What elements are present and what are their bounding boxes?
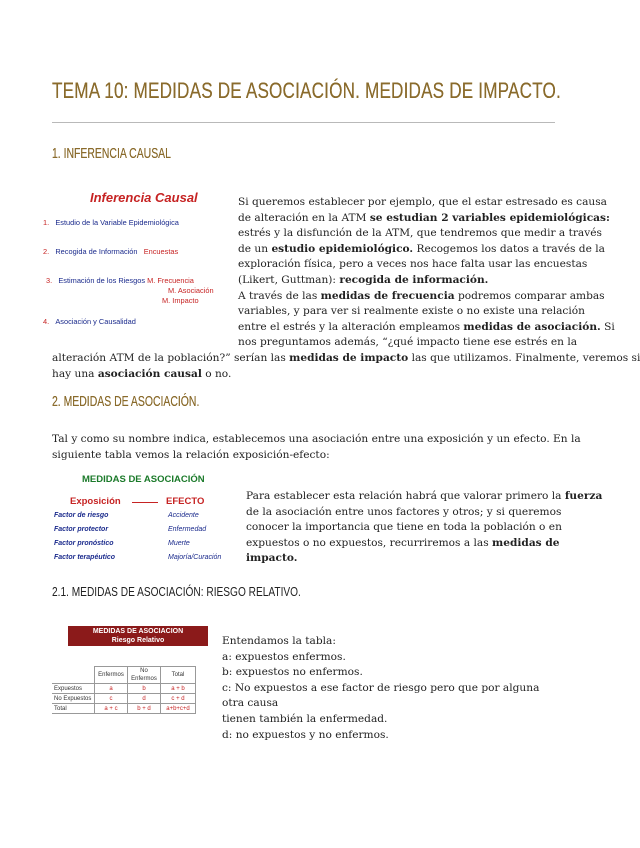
exposure-item: Factor de riesgo <box>54 512 109 519</box>
section-1-heading: 1. INFERENCIA CAUSAL <box>52 146 171 162</box>
title-divider <box>52 122 555 123</box>
effect-item: Majoría/Curación <box>168 554 222 561</box>
table-row: Total a + c b + d a+b+c+d <box>52 704 196 714</box>
figure-title: Inferencia Causal <box>90 190 198 205</box>
inferencia-causal-figure <box>40 190 240 330</box>
page-title: TEMA 10: MEDIDAS DE ASOCIACIÓN. MEDIDAS DE IMPACTO. <box>52 78 561 103</box>
table-row: Enfermos No Enfermos Total <box>52 667 196 684</box>
section-1-paragraph-continued: alteración ATM de la población?” serían las medidas de impacto las que utilizamos. Finalmente, veremos si hay una asociación causal o no. <box>52 352 640 380</box>
exposure-item: Factor terapéutico <box>54 554 116 561</box>
figure-item: 4. Asociación y Causalidad <box>43 317 136 326</box>
figure-item: 1. Estudio de la Variable Epidemiológica <box>43 218 179 227</box>
exposure-item: Factor protector <box>54 526 109 533</box>
riesgo-relativo-figure <box>52 626 212 731</box>
section-2-1-explanation: Entendamos la tabla: a: expuestos enfermos. b: expuestos no enfermos. c: No expuestos a ese factor de riesgo pero que por alguna otra causa tienen también la enfermedad. d: no expuestos y no enfermos. <box>222 635 540 741</box>
exposure-item: Factor pronóstico <box>54 540 114 547</box>
section-2-intro: Tal y como su nombre indica, establecemos una asociación entre una exposición y un efecto. En la siguiente tabla vemos la relación exposición-efecto: <box>52 433 581 461</box>
exposure-header: Exposición <box>70 496 121 507</box>
effect-item: Enfermedad <box>168 526 207 533</box>
effect-header: EFECTO <box>166 496 205 507</box>
contingency-table <box>52 666 196 714</box>
figure-item: 3. Estimación de los Riesgos M. Frecuencia <box>46 276 194 285</box>
figure-item-extra: M. Asociación <box>168 286 214 295</box>
medidas-asociacion-figure <box>52 474 242 569</box>
section-2-1-heading: 2.1. MEDIDAS DE ASOCIACIÓN: RIESGO RELATIVO. <box>52 584 301 599</box>
effect-item: Muerte <box>168 540 190 547</box>
effect-item: Accidente <box>168 512 199 519</box>
section-2-paragraph: Para establecer esta relación habrá que valorar primero la fuerza de la asociación entre unos factores y otros; y si queremos conocer la importancia que tiene en toda la población o en expuestos o no expuestos, recurriremos a las medidas de impacto. <box>246 490 603 565</box>
arrow-line <box>132 502 158 503</box>
table-row: No Expuestos c d c + d <box>52 694 196 704</box>
table-row: Expuestos a b a + b <box>52 684 196 694</box>
figure-banner: MEDIDAS DE ASOCIACION Riesgo Relativo <box>68 626 208 646</box>
section-1-paragraph: Si queremos establecer por ejemplo, que el estar estresado es causa de alteración en la ATM se estudian 2 variables epidemiológicas: estrés y la disfunción de la ATM, que tendremos que medir a través de un estudio epidemiológico. Recogemos los datos a través de la exploración física, pero a veces nos hace falta usar las encuestas (Likert, Guttman): recogida de información. A través de las medidas de frecuencia podremos comparar ambas variables, y para ver si realmente existe o no existe una relación entre el estrés y la alteración empleamos medidas de asociación. Si nos preguntamos además, “¿qué impacto tiene ese estrés en la <box>238 196 615 349</box>
figure-item-extra: M. Impacto <box>162 296 199 305</box>
section-2-heading: 2. MEDIDAS DE ASOCIACIÓN. <box>52 394 200 410</box>
figure-item: 2. Recogida de Información Encuestas <box>43 247 179 256</box>
figure-title: MEDIDAS DE ASOCIACIÓN <box>82 474 205 485</box>
